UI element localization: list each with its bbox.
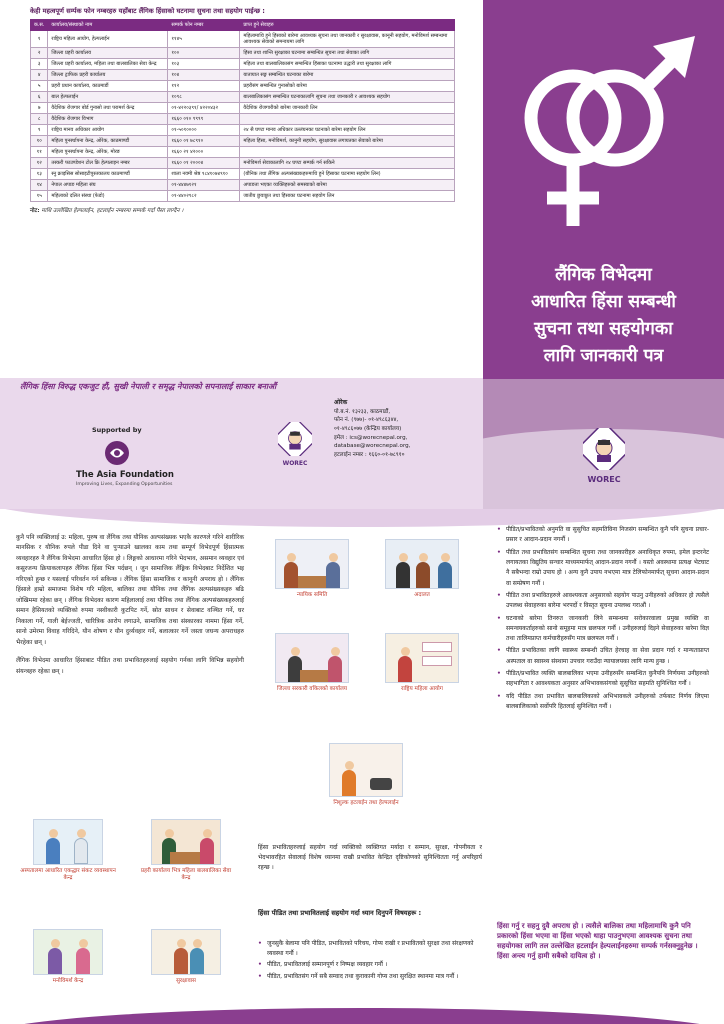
cell-services: मनोविमर्श सेवाकालागि २४ घण्टा सम्पर्क गर्न सकिने <box>240 158 455 169</box>
list-item: • यदि पीडित तथा प्रभावित बालबालिकाको अभिभावकले उनीहरुको तर्फबाट निर्णय लिएमा बालबालिकाको सर्वोपरि हितलाई सुनिश्चित गर्नौ । <box>497 692 709 713</box>
cell-phone: १०३ <box>168 59 240 70</box>
cell-org: जिल्ला प्रहरी कार्यालय <box>48 48 168 59</box>
cell-org: जिल्ला प्रहरी कार्यालय, महिला तथा बालबालिका सेवा केन्द्र <box>48 59 168 70</box>
list-item: • पीडित, प्रभावितसंग गर्ने सबै सम्वाद तथा कुराकानी गोप्य तथा सुरक्षित स्थानमा मात्र गर्नौ । <box>258 972 482 982</box>
contacts-table <box>30 19 455 202</box>
cell-org: वैदेशिक रोजगार बोर्ड गुनासो तथा परामर्श केन्द्र <box>48 103 168 114</box>
nwc-caption: राष्ट्रिय महिला आयोग <box>401 686 443 692</box>
cell-org: प्रहरी प्रधान कार्यालय, काठमाडौं <box>48 81 168 92</box>
address-line: पो.ब.नं. १३२३३, काठमाडौं, <box>334 408 391 415</box>
cell-org: बाल हेल्पलाईन <box>48 92 168 103</box>
foundation-tagline: Improving Lives, Expanding Opportunities <box>76 482 173 487</box>
cover-title <box>483 262 724 371</box>
table-row <box>31 191 455 202</box>
col-header-services: प्राप्त हुने सेवाहरु <box>240 20 455 31</box>
col-header-phone: सम्पर्क फोन नम्बर <box>168 20 240 31</box>
cell-phone: १६६० २१ ४२००० <box>168 147 240 158</box>
cell-phone: १०९८ <box>168 92 240 103</box>
cell-org: जिल्ला ट्राफिक प्रहरी कार्यालय <box>48 70 168 81</box>
intro-paragraph: कुनै पनि व्यक्तिलाई उ: महिला, पुरुष वा लैंगिक तथा यौनिक अल्पसंख्यक भएकै कारणले गरिने शारीरिक मानसिक र यौनिक रुपले पीडा दिने वा पुऱ्याउने खालका काम तथा सम्पूर्ण विभेदपूर्ण हिंसात्मक व्यवहारहरु नै लैंगिक विभेदमा आधारित हिंसा हो । लिङ्गको आधारमा गरिने भेदभाव, असमान व्यवहार एवं कसुरजन्य क्रियाकलापहरु लैंगिक हिंसा भित्र पर्दछन् । जुन सामाजिक लैंङ्गिक विभेदबाट निर्देशित भइ गरिएको हुन्छ र यसलाई परिवर्तन गर्न सकिन्छ । लैंगिक हिंसा सामाजिक र कानूनी अपराध हो । लैंगिक हिंसाले हाम्रो समाजमा विशेष गरि महिला, बालिका तथा यौनिक तथा लैंगिक अल्पसंख्यकहरु बढि जोखिममा रहेका छन् । लैंगिक विभेदका कारण महिलालाई तथा यौनिक तथा लैंगिक अल्पसंख्यकहरुलाई समान हैसियतको व्यक्तिको रुपमा नस्वीकारी कुटपिट गर्ने, स्रोत साधन र सेवाबाट वञ्चित गर्ने, घर निकाला गर्ने, गाली बेईज्जती, चारित्रिक आरोप लगाउने, सामाजिक तथा संस्कारका नाममा हिंसा गर्ने, सानो उमेरमा विवाह गरिदिने, यौन शोषण र यौन दुर्व्यवहार गर्ने, बलात्कार गर्ने जस्ता जघन्य अपराधहरु भैरहेका छन् । <box>16 534 244 646</box>
cell-phone: शाला नवमी श्रेष्ठ ९८४१०७४९१० <box>168 169 240 180</box>
cover-title-line: लागि जानकारी पत्र <box>543 346 664 367</box>
table-row <box>31 103 455 114</box>
cell-sn: ११ <box>31 147 48 158</box>
table-row <box>31 158 455 169</box>
contacts-section <box>0 0 483 378</box>
address-email[interactable]: database@worecnepal.org, <box>334 443 411 450</box>
cell-sn: ४ <box>31 70 48 81</box>
list-item: • पीडित तथा प्रभावितहरुले आवश्यकता अनुसारको सहयोग पाउनु उनीहरुको अधिकार हो त्यसैले उपलब्ध सेवाहरुका बारेमा भरपर्दो र विस्तृत सूचना उपलब्ध गराऔं । <box>497 591 709 612</box>
note-label: नोट: <box>30 208 40 214</box>
cell-sn: २ <box>31 48 48 59</box>
considerations-heading: हिंसा पीडित तथा प्रभावितलाई सहयोग गर्दा ध्यान दिनुपर्ने विषयहरू : <box>258 909 422 917</box>
hotline-caption: निशुल्क हटलाईन तथा हेल्पलाईन <box>333 800 399 806</box>
guidelines-list <box>497 525 709 714</box>
dignity-paragraph: हिंसा प्रभावितहरुलाई सहयोग गर्दा व्यक्तिको व्यक्तिगत मर्यादा र सम्मान, सुरक्षा, गोपनीयता र भेदभावरहित सेवालाई विशेष ध्यानमा राखी प्रभावित केन्द्रित दृष्टिकोणको सुनिश्चितता गर्नु अपरिहार्य रहन्छ । <box>258 844 482 872</box>
table-row <box>31 31 455 48</box>
police-caption: प्रहरी कार्यालय भित्र महिला बालबालिका सेवा केन्द्र <box>140 868 232 881</box>
justice-illustration <box>262 539 362 599</box>
table-row <box>31 81 455 92</box>
cell-phone: ११२ <box>168 81 240 92</box>
cell-services <box>240 114 455 125</box>
table-row <box>31 180 455 191</box>
cell-phone: ०१-४४४७१२१ <box>168 180 240 191</box>
cover-title-line: आधारित हिंसा सम्बन्धी <box>531 292 676 313</box>
table-row <box>31 48 455 59</box>
table-heading: केही महत्वपूर्ण सर्म्पक फोन नम्बरहरु यहाँबाट लैंगिक हिंसाको घटनामा सुचना तथा सहयोग पाईन्छ : <box>30 7 265 15</box>
table-body <box>31 31 455 202</box>
worec-logo <box>575 428 633 484</box>
table-row <box>31 114 455 125</box>
table-note <box>30 206 455 214</box>
address-email[interactable]: इमेल : ics@worecnepal.org, <box>334 434 408 441</box>
worec-small-logo-text: WOREC <box>282 460 308 467</box>
ocmc-illustration <box>20 819 116 882</box>
ocmc-caption: अस्पतालमा आधारित एकद्धार संकट व्यवस्थापन केन्द्र <box>20 868 116 881</box>
supported-by-label: Supported by <box>92 426 142 434</box>
cell-services: महिलामाथि हुने हिंसाको बारेमा आवश्यक सूचना तथा जानकारी र सुरक्षावास, कानूनी सहयोग, मनोविमर्श सम्बन्धमा आवश्यक सेवाको समन्वयमा लागि <box>240 31 455 48</box>
cell-org: महिलाको दलित संस्था (फेडो) <box>48 191 168 202</box>
cell-services: अपाङता भएका व्यक्तिहरुको समस्याको बारेमा <box>240 180 455 191</box>
intro-column <box>16 533 244 685</box>
cell-sn: १३ <box>31 169 48 180</box>
list-item: • जुनसुकै बेलामा पनि पीडित, प्रभावितको परिचय, गोप्य राखी र प्रभावितको सुरक्षा तथा संरक्षणको व्यवस्था गर्नौ । <box>258 939 482 959</box>
address-line: ०१-४९८६०७७ (केन्द्रिय कार्यालय) <box>334 425 402 432</box>
cell-phone: ०१-४४०२९८२ <box>168 191 240 202</box>
cell-org: महिला पुनर्स्थापना केन्द्र, ओरेक, काठमाण्डौं <box>48 136 168 147</box>
cell-phone: १०० <box>168 48 240 59</box>
table-row <box>31 147 455 158</box>
cell-phone: ११४५ <box>168 31 240 48</box>
cell-services: २४ सै घण्टा मानव अधिकार उल्लंघनका घटनाको बारेमा सहयोग लिन <box>240 125 455 136</box>
inner-pages <box>0 509 724 1024</box>
cell-org: स्नु क्राइसिस सोसाइटीपुस्तकालय काठमाण्डौं <box>48 169 168 180</box>
list-item: • पीडित, प्रभावितलाई सम्मानपूर्ण र निष्पक्ष व्यवहार गर्नौ । <box>258 960 482 970</box>
worec-logo-text: WOREC <box>587 475 621 484</box>
cell-org: राष्ट्रिय मानव अधिकार आयोग <box>48 125 168 136</box>
counsel-illustration <box>20 929 116 985</box>
cell-services: महिला हिंसा, मनोविमर्श, कानुनी सहयोग, सुरक्षावास लगायतका सेवाको बारेमा <box>240 136 455 147</box>
middle-strip <box>0 378 483 509</box>
cell-services: बालबालिकासंग सम्बन्धित घटनाकालागि सूचना तथा जानकारी र आवश्यक सहयोग <box>240 92 455 103</box>
table-header-row <box>31 20 455 31</box>
cell-sn: ७ <box>31 103 48 114</box>
cell-services: यातायात सङ्ग सम्बन्धित घटनाका बारेमा <box>240 70 455 81</box>
nwc-illustration <box>372 633 472 693</box>
cell-org: नेपाल अपाङ महिला संघ <box>48 180 168 191</box>
cell-sn: १ <box>31 31 48 48</box>
cell-phone: १६६० ०१ २०००४ <box>168 158 240 169</box>
gender-symbol-icon <box>503 18 703 248</box>
cell-phone: १०४ <box>168 70 240 81</box>
address-hotline: हटलाईन नम्बर : १६६०-०१-७८९१० <box>334 451 405 458</box>
police-illustration <box>138 819 234 882</box>
dao-illustration <box>262 633 362 693</box>
shelter-illustration <box>138 929 234 985</box>
worec-small-logo <box>270 422 320 467</box>
col-header-sn: क.स. <box>31 20 48 31</box>
cover-title-line: सुचना तथा सहयोगका <box>534 319 673 340</box>
list-item: • पीडित/प्रभावित व्यक्ति बालबालिका भएमा उनीहरुसँग सम्बन्धित कुनैपनि निर्णयमा उनीहरुको सहभागिता र आवश्यकता अनुसार अभिभावकसंगको सुसूचित सहमति सुनिश्चित गर्नौ । <box>497 669 709 690</box>
cell-sn: ३ <box>31 59 48 70</box>
address-line: फोन नं. (९७७)- ०१-४९८६३४४, <box>334 417 399 424</box>
cell-phone: ०१-५०१०००० <box>168 125 240 136</box>
slogan: लैंगिक हिंसा विरुद्ध एकजुट हौं, सुखी नेपाली र समृद्ध नेपालको सपनालाई साकार बनाऔं <box>20 382 277 391</box>
list-item: • पीडित/प्रभावितको अनुमति वा सुसुचित सहमतिविना निजसंग सम्बन्धित कुनै पनि सुचना प्रचार-प्रसार र आदान-प्रदान नगर्नौ । <box>497 525 709 546</box>
support-paragraph: लैंगिक विभेदमा आधारित हिंसाबाट पीडित तथा प्रभावितहरुलाई सहयोग गर्नका लागि विभिन्न सहयोगी संयन्त्रहरु रहेका छन् । <box>16 657 244 675</box>
cover-panel <box>483 0 724 509</box>
cell-sn: ५ <box>31 81 48 92</box>
cell-services: (यौनिक तथा लैंगिक अल्पसंख्यकहरुमाथि हुने हिंसाका घटनामा सहयोग लिन) <box>240 169 455 180</box>
cell-services <box>240 147 455 158</box>
worec-emblem-icon <box>583 428 625 470</box>
justice-caption: न्यायिक समिति <box>296 592 328 598</box>
cell-org: वैदेशिक रोजगार विभाग <box>48 114 168 125</box>
cell-services: वैदेशिक रोजगारीको बारेमा जानकारी लिन <box>240 103 455 114</box>
considerations-list <box>258 939 482 983</box>
hotline-illustration <box>316 743 416 807</box>
cell-org: राष्ट्रिय महिला आयोग, हेल्पलाईन <box>48 31 168 48</box>
col-header-org: कार्यालय/संस्थाको नाम <box>48 20 168 31</box>
cell-phone: १६६० ०१० ९९९९ <box>168 114 240 125</box>
closing-message: हिंसा गर्नु र सहनु दुवै अपराध हो । त्यसैले बालिका तथा महिलामाथि कुनै पनि प्रकारको हिंसा भएमा वा हिंसा भएको थाहा पाउनुभएमा आवश्यक सुचना तथा सहयोगका लागि तल उल्लेखित हटलाईन हेल्पलाईनहरुमा सम्पर्क गर्नसक्नुहुनेछ । हिंसा अन्त्य गर्नु हामी सबैको दायित्व हो । <box>497 922 698 961</box>
address-title: ओरेक <box>334 399 348 406</box>
cell-phone: १६६० ०१ ७८९१० <box>168 136 240 147</box>
court-illustration <box>372 539 472 599</box>
cell-sn: १४ <box>31 180 48 191</box>
table-row <box>31 169 455 180</box>
note-text: माथि उल्लेखित हेल्पलाईन, हटलाईन नम्बरमा सम्पर्क गर्दा पैसा लाग्दैन । <box>41 208 184 214</box>
cell-sn: ६ <box>31 92 48 103</box>
table-row <box>31 59 455 70</box>
asia-foundation-logo-icon <box>104 440 130 466</box>
cell-org: तस्करी फाउण्डेशन टोल फ्रि हेल्पलाइन नम्बर <box>48 158 168 169</box>
table-row <box>31 92 455 103</box>
cell-sn: १२ <box>31 158 48 169</box>
list-item: • पीडित प्रभावितका लागि स्वास्थ्य सम्बन्धी उचित हेरचाह वा सेवा प्रदान गर्दा र मान्यताप्राप्त अस्पताल वा स्वास्थ्य संस्थामा उपचार गराउँदा न्यायालयका लागि मान्य हुन्छ । <box>497 646 709 667</box>
cell-sn: १५ <box>31 191 48 202</box>
cell-org: महिला पुनर्स्थापना केन्द्र, ओरेक, मोरङ <box>48 147 168 158</box>
table-row <box>31 125 455 136</box>
cell-services: हिंसा तथा शान्ति सुरक्षाका घटनामा सम्बन्धित सूचना तथा सेवाका लागि <box>240 48 455 59</box>
cell-services: प्रहरीसंग सम्बन्धित गुनासोको बारेमा <box>240 81 455 92</box>
counsel-caption: मनोविमर्श केन्द्र <box>52 978 84 984</box>
list-item: • घटनाको बारेमा तिनरुत जानकारी लिने सम्बन्धमा सरोकारवाला प्रमुख व्यक्ति वा समन्वयकर्ताहरुको सानो समूहमा मात्र छलफल गर्नौ । उनीहरुलाई दिइने सेवाहरुका बारेमा विज्ञ तथा तालिमप्राप्त कर्मचारीहरुसँग मात्र छलफल गर्नौ । <box>497 614 709 645</box>
dao-caption: जिल्ला सरकारी वकिलको कार्यालय <box>276 686 348 692</box>
cover-title-line: लैंगिक विभेदमा <box>555 265 652 285</box>
foundation-name: The Asia Foundation <box>76 470 174 480</box>
cell-sn: १० <box>31 136 48 147</box>
cell-sn: ८ <box>31 114 48 125</box>
court-caption: अदालत <box>414 592 430 598</box>
cell-services: महिला तथा बालबालिकासंग सम्बन्धित हिंसाका घटनामा उद्धारी तथा सुरक्षाका लागि <box>240 59 455 70</box>
cell-phone: ०१-४२२०३९१/ ४२२०४३२ <box>168 103 240 114</box>
table-row <box>31 70 455 81</box>
table-row <box>31 136 455 147</box>
contact-address <box>334 398 479 460</box>
list-item: • पीडित तथा प्रभावितसंग सम्बन्धित सूचना तथा जानकारीहरु अनाधिकृत रुपमा, इमेल इन्टरनेट लगायतका विद्युतिय सन्चार माध्यममार्फत् आदान-प्रदान नगर्नौ । यस्तो अवस्थामा प्रत्यक्ष भेटघाट नै सबैभन्दा राम्रो उपाय हो । अन्य कुनै उपाय नभएमा मात्र टेलिफोनमार्फत् सूचना आदान-प्रदान वा सम्प्रेषण गर्नौ । <box>497 548 709 589</box>
cell-sn: ९ <box>31 125 48 136</box>
shelter-caption: सुरक्षावास <box>176 978 196 984</box>
worec-emblem-icon <box>278 422 312 456</box>
cell-services: जातीय छुवाछुत तथा हिंसाका घटनामा सहयोग लिन <box>240 191 455 202</box>
